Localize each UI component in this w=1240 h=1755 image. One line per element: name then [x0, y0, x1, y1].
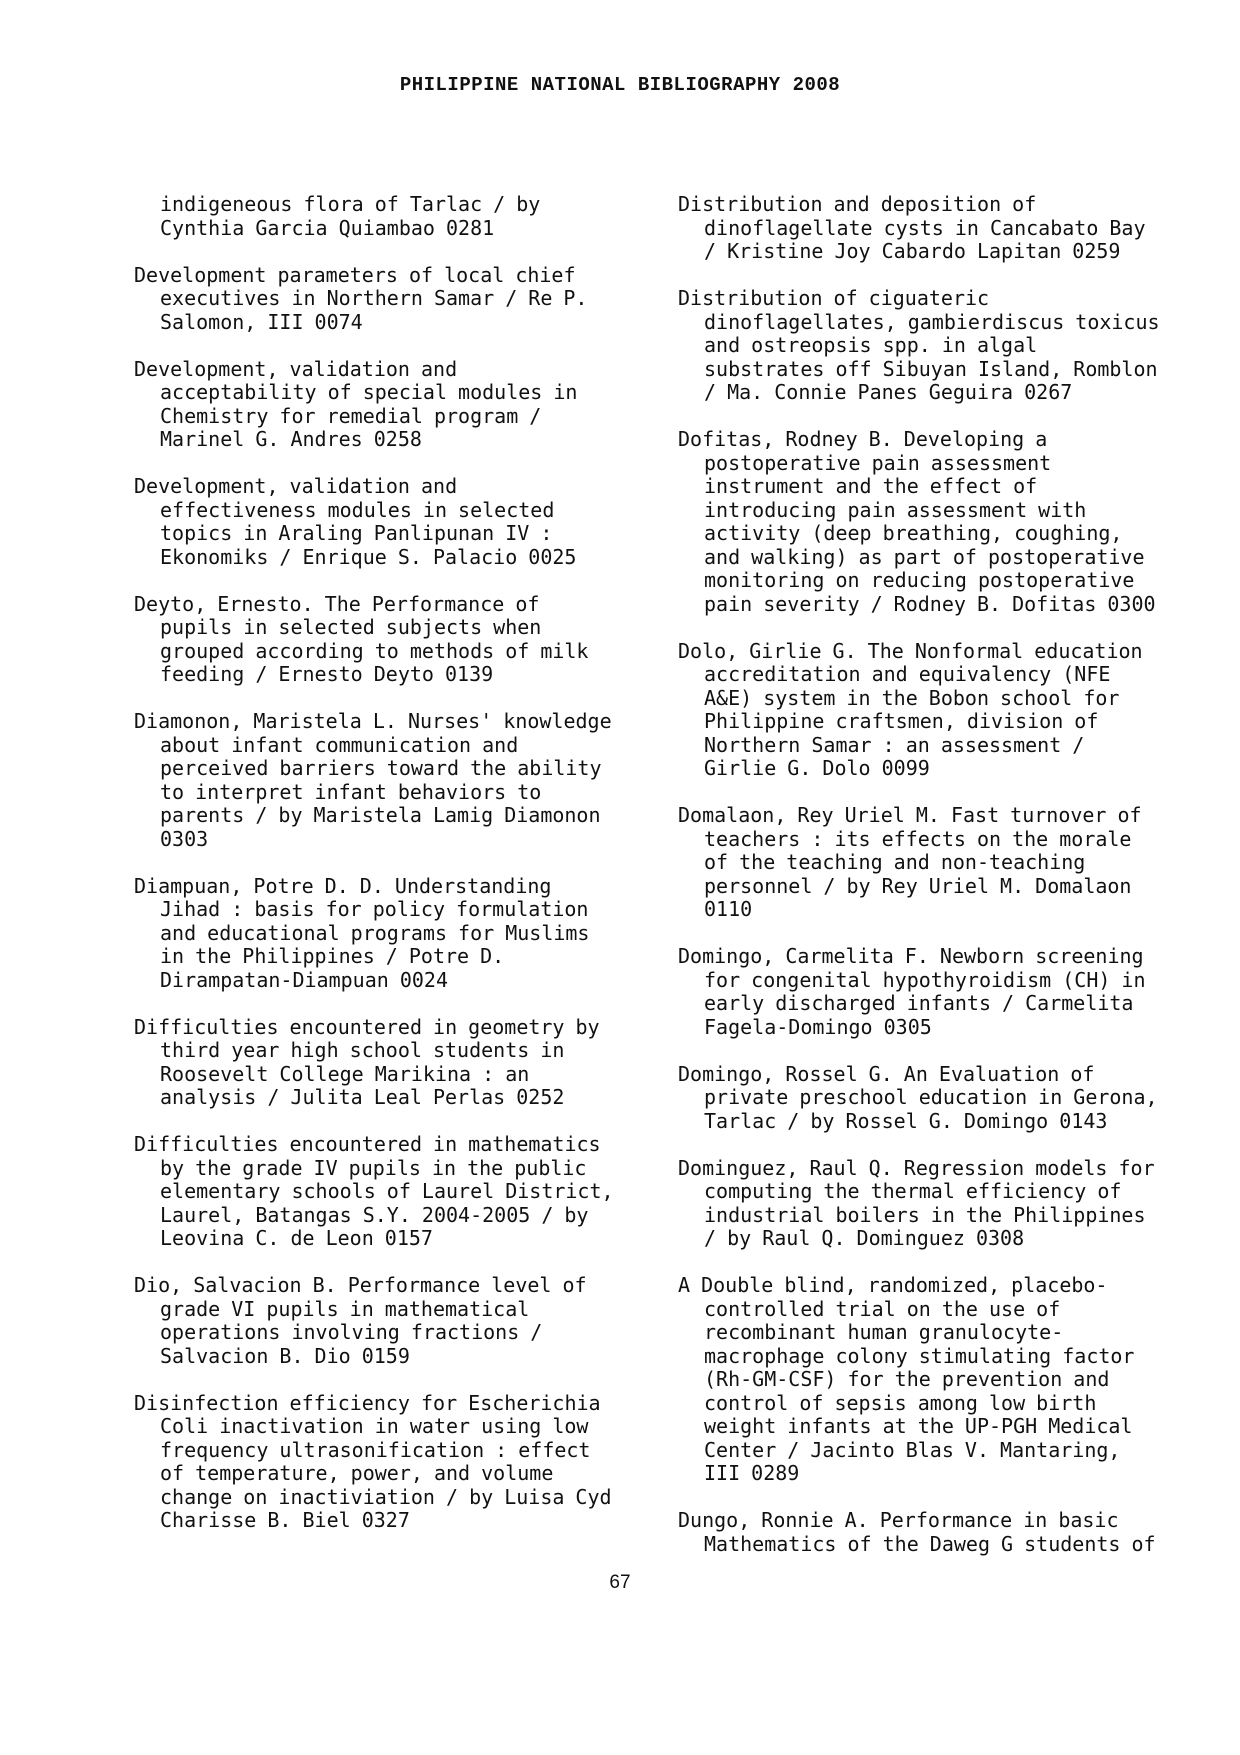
bibliography-entry: Difficulties encountered in geometry by third year high school students in Roosevelt College Marikina : an analysis / Julita Leal Perlas 0252 [134, 1014, 600, 1109]
bibliography-entry: Dominguez, Raul Q. Regression models for computing the thermal efficiency of industrial boilers in the Philippines / by Raul Q. Dominguez 0308 [678, 1155, 1155, 1250]
bibliography-entry: A Double blind, randomized, placebo- controlled trial on the use of recombinant human granulocyte- macrophage colony stimulating factor (Rh-GM-CSF) for the prevention and control of sepsis among low birth weight infants at the UP-PGH Medical Center / Jacinto Blas V. Mantaring, III 0289 [678, 1273, 1135, 1485]
bibliography-entry: Dolo, Girlie G. The Nonformal education accreditation and equivalency (NFE A&E) system in the Bobon school for Philippine craftsmen, division of Northern Samar : an assessment / Girlie G. Dolo 0099 [678, 638, 1143, 780]
bibliography-entry: Diampuan, Potre D. D. Understanding Jihad : basis for policy formulation and educational programs for Muslims in the Philippines / Potre D. Dirampatan-Diampuan 0024 [134, 873, 590, 992]
bibliography-entry: Development, validation and effectiveness modules in selected topics in Araling Panlipunan IV : Ekonomiks / Enrique S. Palacio 0025 [134, 474, 577, 569]
bibliography-entry: Dungo, Ronnie A. Performance in basic Mathematics of the Daweg G students of [678, 1508, 1156, 1556]
left-column [134, 193, 654, 1556]
page-number: 67 [609, 1572, 631, 1593]
page-header: PHILIPPINE NATIONAL BIBLIOGRAPHY 2008 [399, 74, 841, 96]
bibliography-entry: Disinfection efficiency for Escherichia Coli inactivation in water using low frequency ultrasonification : effect of temperature, power, and volume change on inactiviation / by Luisa Cyd Charisse B. Biel 0327 [134, 1390, 612, 1532]
bibliography-entry: Development, validation and acceptability of special modules in Chemistry for remedial program / Marinel G. Andres 0258 [134, 356, 578, 451]
bibliography-entry: Diamonon, Maristela L. Nurses' knowledge about infant communication and perceived barriers toward the ability to interpret infant behaviors to parents / by Maristela Lamig Diamonon 0303 [134, 709, 612, 851]
bibliography-entry: Domalaon, Rey Uriel M. Fast turnover of teachers : its effects on the morale of the teaching and non-teaching personnel / by Rey Uriel M. Domalaon 0110 [678, 803, 1142, 921]
bibliography-entry: indigeneous flora of Tarlac / by Cynthia Garcia Quiambao 0281 [160, 192, 541, 240]
bibliography-entry: Domingo, Carmelita F. Newborn screening for congenital hypothyroidism (CH) in early discharged infants / Carmelita Fagela-Domingo 0305 [678, 944, 1146, 1039]
bibliography-entry: Development parameters of local chief executives in Northern Samar / Re P. Salomon, III 0074 [134, 262, 588, 334]
bibliography-entry: Difficulties encountered in mathematics by the grade IV pupils in the public elementary schools of Laurel District, Laurel, Batangas S.Y. 2004-2005 / by Leovina C. de Leon 0157 [134, 1132, 614, 1250]
bibliography-entry: Distribution and deposition of dinoflagellate cysts in Cancabato Bay / Kristine Joy Cabardo Lapitan 0259 [678, 192, 1146, 263]
bibliography-entry: Distribution of ciguateric dinoflagellates, gambierdiscus toxicus and ostreopsis spp. in algal substrates off Sibuyan Island, Romblon / Ma. Connie Panes Geguira 0267 [678, 286, 1160, 404]
right-column [678, 193, 1198, 1580]
bibliography-entry: Deyto, Ernesto. The Performance of pupils in selected subjects when grouped according to methods of milk feeding / Ernesto Deyto 0139 [134, 591, 589, 686]
bibliography-entry: Domingo, Rossel G. An Evaluation of private preschool education in Gerona, Tarlac / by Rossel G. Domingo 0143 [678, 1061, 1158, 1133]
bibliography-entry: Dio, Salvacion B. Performance level of grade VI pupils in mathematical operations involving fractions / Salvacion B. Dio 0159 [134, 1273, 587, 1368]
bibliography-entry: Dofitas, Rodney B. Developing a postoperative pain assessment instrument and the effect of introducing pain assessment with activity (deep breathing, coughing, and walking) as part of postoperative monitoring on reducing postoperative pain severity / Rodney B. Dofitas 0300 [678, 427, 1156, 616]
